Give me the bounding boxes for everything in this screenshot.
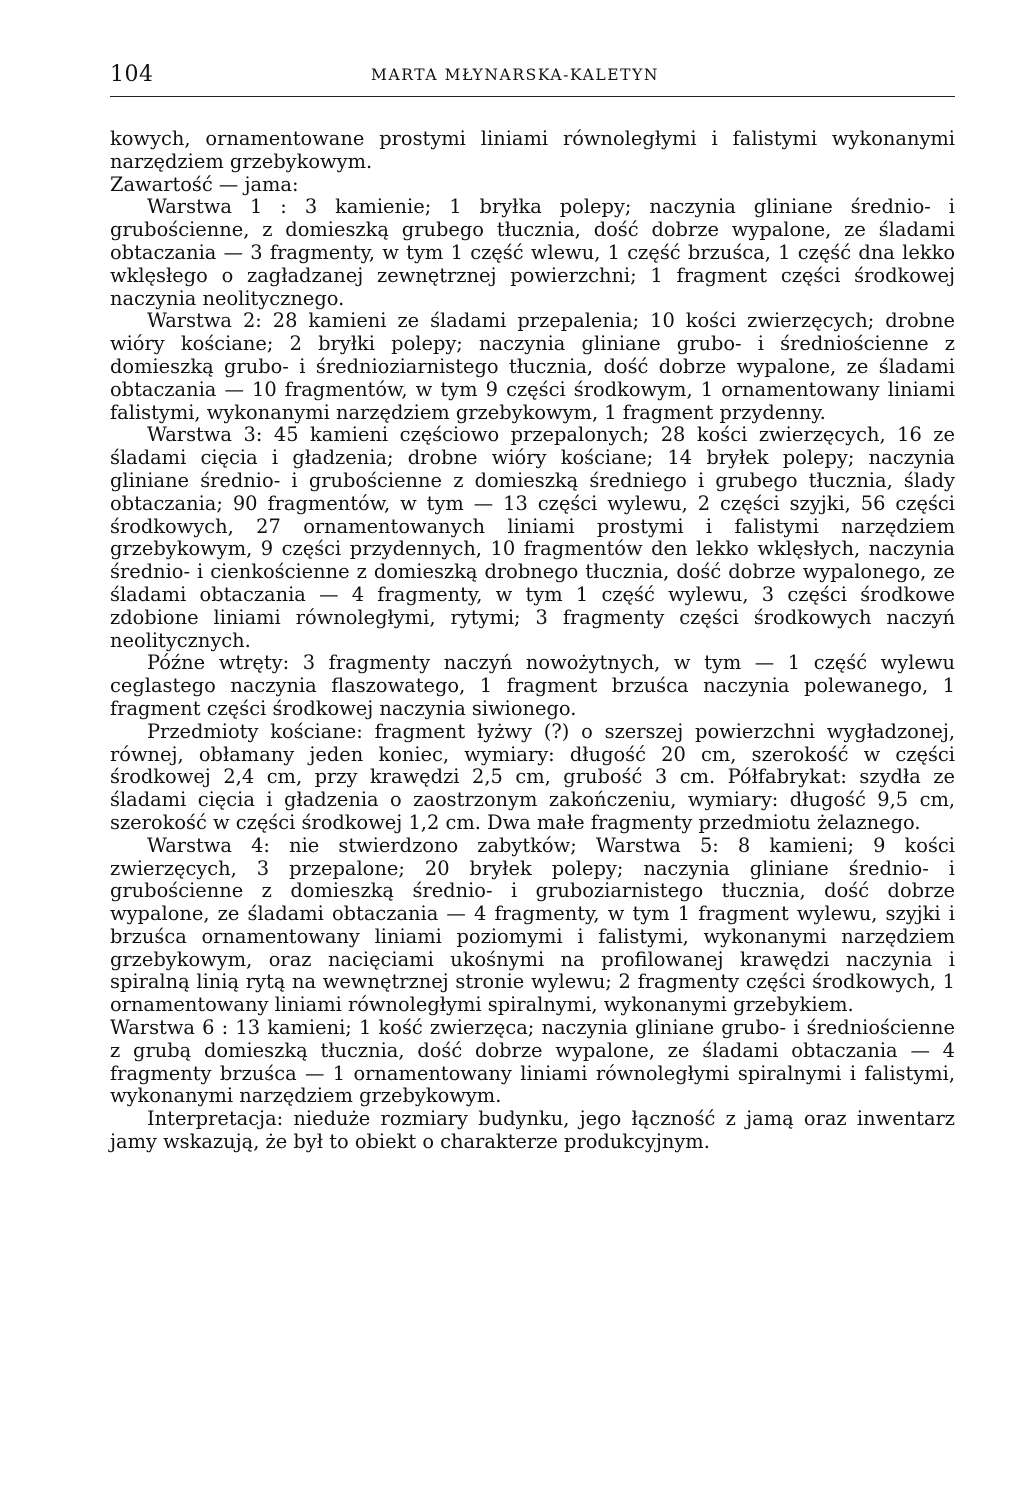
paragraph: Zawartość — jama:: [110, 172, 299, 196]
running-title: MARTA MŁYNARSKA-KALETYN: [371, 66, 660, 84]
running-header: [110, 58, 955, 97]
book-page: [110, 58, 955, 1154]
paragraph: Warstwa 3: 45 kamieni częściowo przepalonych; 28 kości zwierzęcych, 16 ze śladami cięcia i gładzenia; drobne wióry kościane; 14 bryłek polepy; naczynia gliniane średnio- i grubościenne z domieszką średniego i grubego tłucznia, ślady obtaczania; 90 fragmentów, w tym — 13 części wylewu, 2 części szyjki, 56 części środkowych, 27 ornamentowanych liniami prostymi i falistymi narzędziem grzebykowym, 9 części przydennych, 10 fragmentów den lekko wklęsłych, naczynia średnio- i cienkościenne z domieszką drobnego tłucznia, dość dobrze wypalonego, ze śladami obtaczania — 4 fragmenty, w tym 1 część wylewu, 3 części środkowe zdobione liniami równoległymi, rytymi; 3 fragmenty części środkowych naczyń neolitycznych.: [110, 423, 955, 652]
paragraph: Późne wtręty: 3 fragmenty naczyń nowożytnych, w tym — 1 część wylewu ceglastego naczynia flaszowatego, 1 fragment brzuśca naczynia polewanego, 1 fragment części środkowej naczynia siwionego.: [110, 651, 955, 720]
body-text: [110, 128, 955, 1154]
paragraph: Przedmioty kościane: fragment łyżwy (?) o szerszej powierzchni wygładzonej, równej, obłamany jeden koniec, wymiary: długość 20 cm, szerokość w części środkowej 2,4 cm, przy krawędzi 2,5 cm, grubość 3 cm. Półfabrykat: szydła ze śladami cięcia i gładzenia o zaostrzonym zakończeniu, wymiary: długość 9,5 cm, szerokość w części środkowej 1,2 cm. Dwa małe fragmenty przedmiotu żelaznego.: [110, 719, 955, 834]
paragraph: Warstwa 6 : 13 kamieni; 1 kość zwierzęca; naczynia gliniane grubo- i średniościenne z grubą domieszką tłucznia, dość dobrze wypalone, ze śladami obtaczania — 4 fragmenty brzuśca — 1 ornamentowany liniami równoległymi spiralnymi i falistymi, wykonanymi narzędziem grzebykowym.: [110, 1016, 955, 1108]
paragraph: Interpretacja: nieduże rozmiary budynku, jego łączność z jamą oraz inwentarz jamy wskazują, że był to obiekt o charakterze produkcyjnym.: [110, 1107, 955, 1154]
paragraph: Warstwa 2: 28 kamieni ze śladami przepalenia; 10 kości zwierzęcych; drobne wióry kościane; 2 bryłki polepy; naczynia gliniane grubo- i średniościenne z domieszką grubo- i średnioziarnistego tłucznia, dość dobrze wypalone, ze śladami obtaczania — 10 fragmentów, w tym 9 części środkowym, 1 ornamentowany liniami falistymi, wykonanymi narzędziem grzebykowym, 1 fragment przydenny.: [110, 309, 955, 424]
paragraph: Warstwa 4: nie stwierdzono zabytków; Warstwa 5: 8 kamieni; 9 kości zwierzęcych, 3 przepalone; 20 bryłek polepy; naczynia gliniane średnio- i grubościenne z domieszką średnio- i gruboziarnistego tłucznia, dość dobrze wypalone, ze śladami obtaczania — 4 fragmenty, w tym 1 fragment wylewu, szyjki i brzuśca ornamentowany liniami poziomymi i falistymi, wykonanymi narzędziem grzebykowym, oraz nacięciami ukośnymi na profilowanej krawędzi naczynia i spiralną linią rytą na wewnętrznej stronie wylewu; 2 fragmenty części środkowych, 1 ornamentowany liniami równoległymi spiralnymi, wykonanymi grzebykiem.: [110, 833, 955, 1017]
paragraph: kowych, ornamentowane prostymi liniami równoległymi i falistymi wykonanymi narzędziem grzebykowym.: [110, 127, 955, 173]
page-number: 104: [110, 62, 154, 87]
paragraph: Warstwa 1 : 3 kamienie; 1 bryłka polepy; naczynia gliniane średnio- i grubościenne, z domieszką grubego tłucznia, dość dobrze wypalone, ze śladami obtaczania — 3 fragmenty, w tym 1 część wlewu, 1 część brzuśca, 1 część dna lekko wklęsłego o zagładzanej zewnętrznej powierzchni; 1 fragment części środkowej naczynia neolitycznego.: [110, 195, 955, 310]
